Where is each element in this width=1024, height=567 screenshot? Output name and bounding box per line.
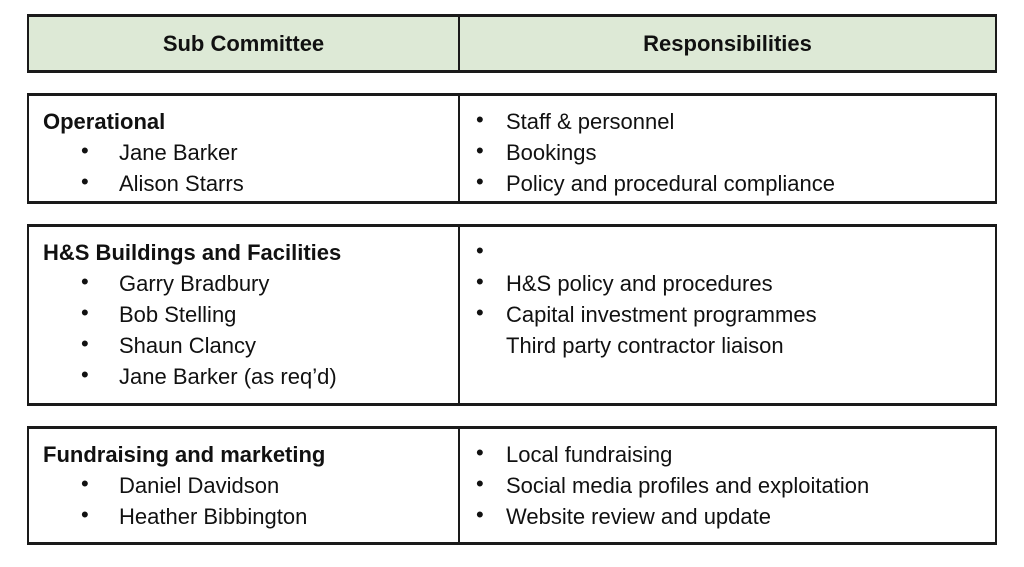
member-item	[43, 330, 341, 361]
committee-row-hs-buildings	[27, 224, 997, 406]
responsibility-item	[476, 470, 869, 501]
responsibility-text: Staff & personnel	[506, 109, 675, 134]
responsibility-item	[476, 299, 817, 330]
member-item	[43, 168, 244, 199]
committee-row-operational	[27, 93, 997, 204]
responsibility-text: Website review and update	[506, 504, 771, 529]
column-divider	[458, 429, 460, 542]
bullet-icon: •	[476, 502, 484, 527]
header-responsibilities: Responsibilities	[643, 30, 812, 56]
member-name: Bob Stelling	[119, 302, 237, 327]
responsibility-text: Policy and procedural compliance	[506, 171, 835, 196]
responsibility-item	[476, 137, 835, 168]
committee-members-cell	[43, 106, 244, 199]
bullet-icon: •	[476, 471, 484, 496]
committee-members-cell	[43, 237, 341, 392]
responsibility-item	[476, 501, 869, 532]
responsibility-item	[476, 439, 869, 470]
member-item	[43, 361, 341, 392]
bullet-icon: •	[476, 238, 484, 263]
bullet-icon: •	[81, 269, 89, 294]
responsibilities-cell	[476, 439, 869, 532]
member-name: Jane Barker (as req’d)	[119, 364, 337, 389]
table-header	[27, 14, 997, 73]
bullet-icon: •	[476, 269, 484, 294]
responsibility-text: Local fundraising	[506, 442, 673, 467]
committee-row-fundraising	[27, 426, 997, 545]
member-name: Jane Barker	[119, 140, 238, 165]
responsibility-item	[476, 330, 817, 361]
bullet-icon: •	[81, 471, 89, 496]
member-name: Daniel Davidson	[119, 473, 280, 498]
member-name: Garry Bradbury	[119, 271, 270, 296]
member-item	[43, 501, 325, 532]
bullet-icon: •	[81, 362, 89, 387]
bullet-icon: •	[476, 440, 484, 465]
member-name: Alison Starrs	[119, 171, 244, 196]
bullet-icon: •	[476, 138, 484, 163]
bullet-icon: •	[476, 169, 484, 194]
responsibility-item	[476, 268, 817, 299]
column-divider	[458, 227, 460, 403]
responsibility-item	[476, 237, 817, 268]
committee-name: Fundraising and marketing	[43, 442, 326, 467]
responsibilities-cell	[476, 106, 835, 199]
responsibility-text: H&S policy and procedures	[506, 271, 773, 296]
responsibility-text: Third party contractor liaison	[506, 333, 784, 358]
member-item	[43, 268, 341, 299]
bullet-icon: •	[81, 331, 89, 356]
responsibility-item	[476, 106, 835, 137]
member-name: Heather Bibbington	[119, 504, 308, 529]
committee-members-cell	[43, 439, 325, 532]
bullet-icon: •	[81, 138, 89, 163]
header-sub-committee: Sub Committee	[162, 30, 325, 56]
responsibility-text: Bookings	[506, 140, 597, 165]
committee-name: H&S Buildings and Facilities	[43, 240, 342, 265]
bullet-icon: •	[81, 502, 89, 527]
member-item	[43, 137, 244, 168]
bullet-icon: •	[476, 300, 484, 325]
bullet-icon: •	[476, 107, 484, 132]
column-divider	[458, 96, 460, 201]
member-item	[43, 299, 341, 330]
member-item	[43, 470, 325, 501]
responsibilities-cell	[476, 237, 817, 361]
bullet-icon: •	[81, 300, 89, 325]
member-name: Shaun Clancy	[119, 333, 256, 358]
responsibility-text: Social media profiles and exploitation	[506, 473, 870, 498]
responsibility-item	[476, 168, 835, 199]
responsibility-text: Capital investment programmes	[506, 302, 817, 327]
bullet-icon: •	[81, 169, 89, 194]
committee-name: Operational	[43, 109, 166, 134]
